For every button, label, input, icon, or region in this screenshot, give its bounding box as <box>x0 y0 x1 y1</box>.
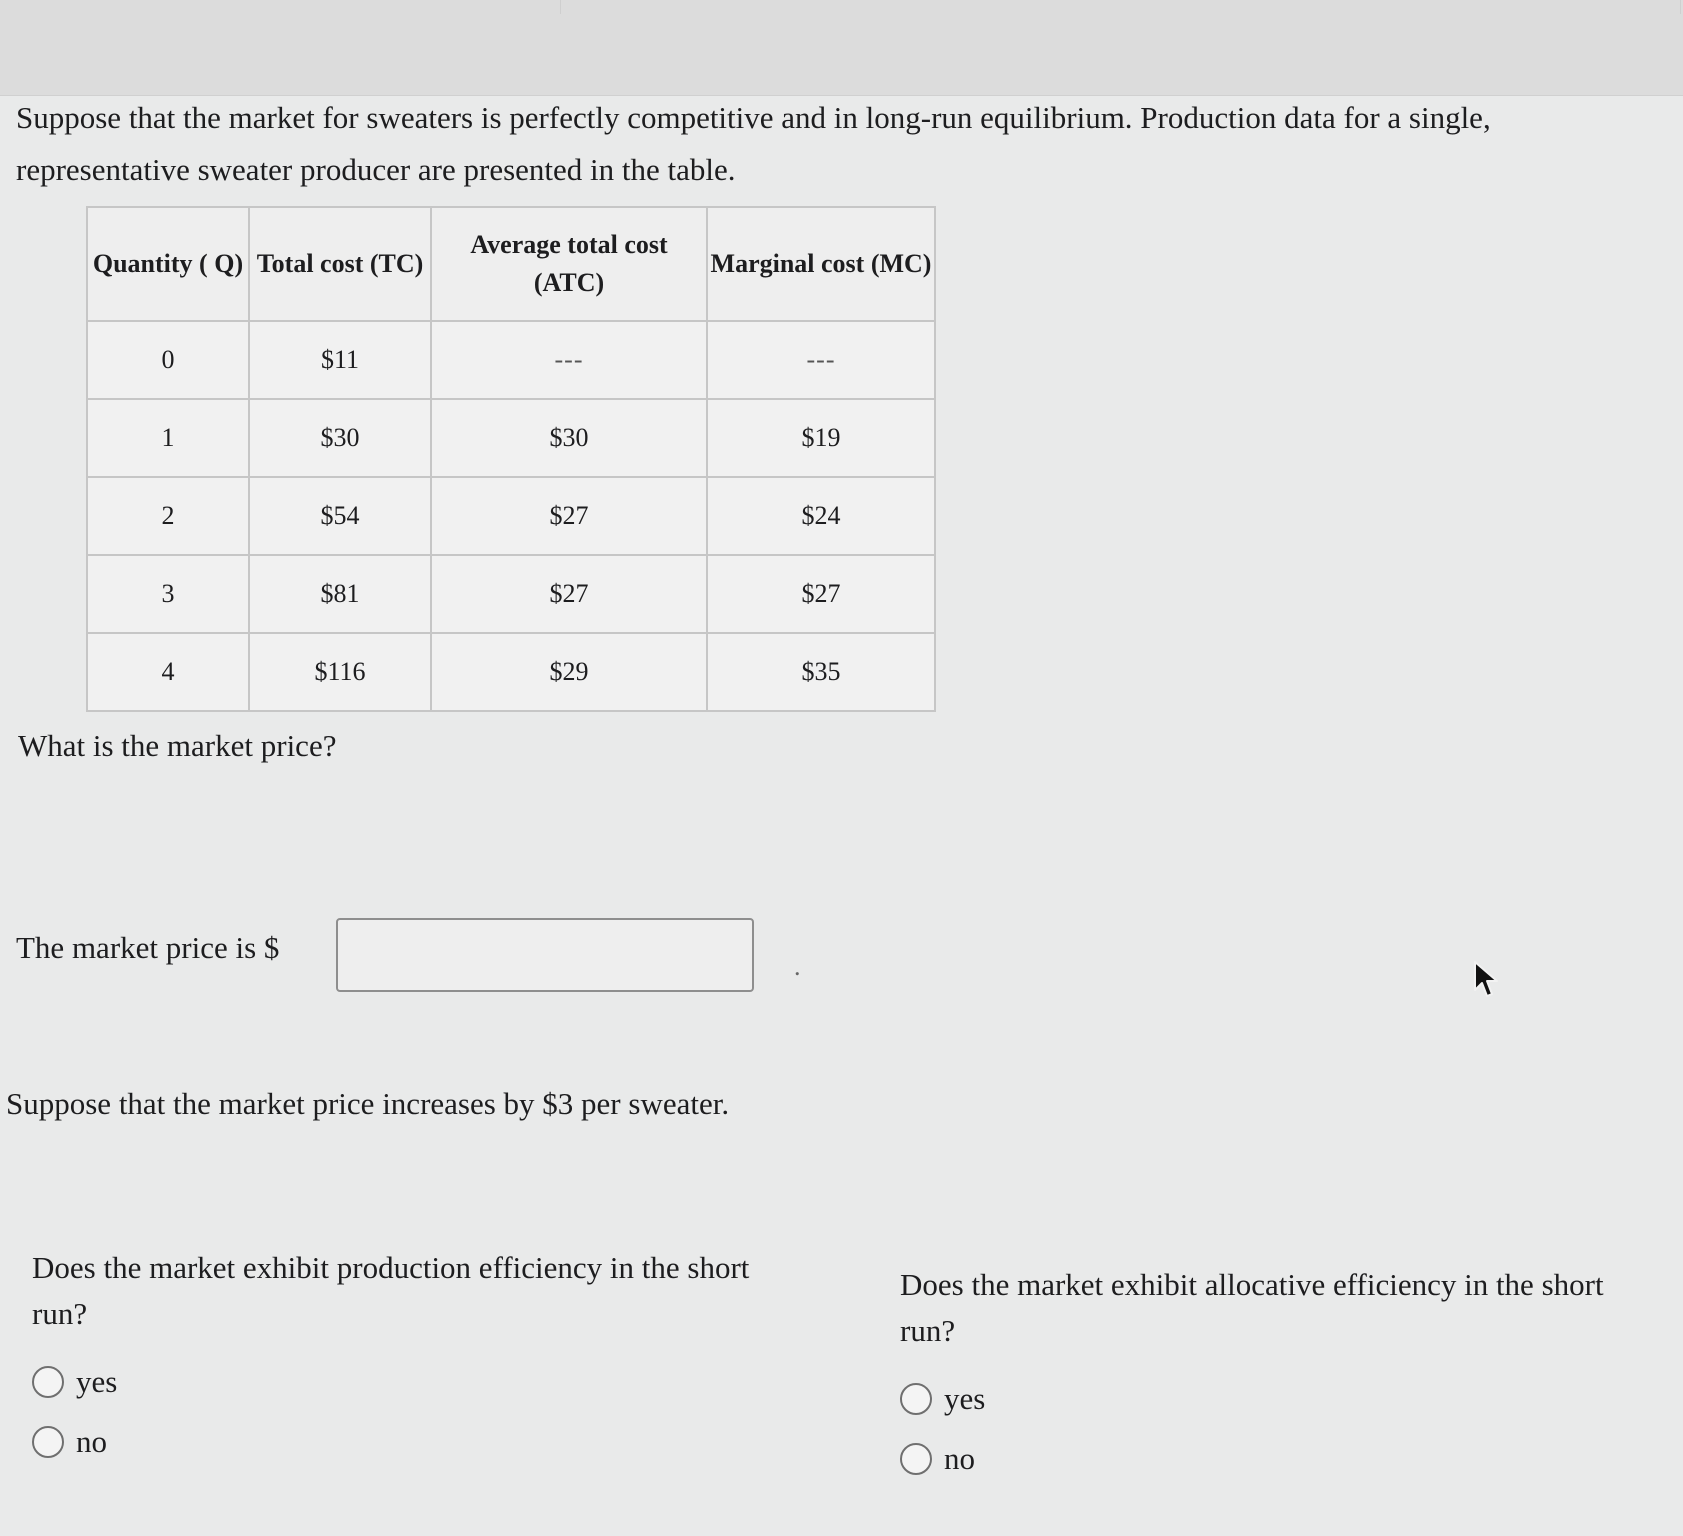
header-average-total-cost: Average total cost (ATC) <box>431 207 707 321</box>
cell-total-cost: $116 <box>249 633 431 711</box>
table-row <box>87 633 935 711</box>
cell-marginal-cost: $24 <box>707 477 935 555</box>
cost-table <box>86 206 936 712</box>
table-row <box>87 477 935 555</box>
market-price-input[interactable] <box>336 918 754 992</box>
production-efficiency-option-yes[interactable] <box>32 1359 752 1405</box>
option-label: yes <box>76 1364 118 1399</box>
radio-button[interactable] <box>32 1426 64 1458</box>
cell-marginal-cost: --- <box>707 321 935 399</box>
production-efficiency-question-block <box>32 1245 752 1465</box>
cell-average-total-cost: $27 <box>431 477 707 555</box>
cell-average-total-cost: $29 <box>431 633 707 711</box>
cell-marginal-cost: $27 <box>707 555 935 633</box>
cell-quantity: 0 <box>87 321 249 399</box>
cell-quantity: 4 <box>87 633 249 711</box>
market-price-question: What is the market price? <box>18 728 337 763</box>
top-band-segment <box>560 0 1681 14</box>
radio-button[interactable] <box>900 1383 932 1415</box>
top-band-segment <box>0 0 561 14</box>
period-mark: . <box>794 952 801 981</box>
cell-quantity: 3 <box>87 555 249 633</box>
header-quantity: Quantity ( Q) <box>87 207 249 321</box>
intro-text: Suppose that the market for sweaters is perfectly competitive and in long-run equilibrium. Production data for a single, representative sweater producer are presented in the table. <box>16 100 1491 187</box>
cell-marginal-cost: $19 <box>707 399 935 477</box>
allocative-efficiency-option-no[interactable] <box>900 1436 1620 1482</box>
table-row <box>87 321 935 399</box>
option-label: no <box>76 1424 107 1459</box>
market-price-label: The market price is $ <box>16 930 280 965</box>
cell-average-total-cost: --- <box>431 321 707 399</box>
top-band <box>0 0 1683 96</box>
allocative-efficiency-question-block <box>900 1262 1620 1482</box>
cell-marginal-cost: $35 <box>707 633 935 711</box>
cell-quantity: 2 <box>87 477 249 555</box>
cell-total-cost: $30 <box>249 399 431 477</box>
price-increase-text: Suppose that the market price increases by $3 per sweater. <box>6 1086 730 1121</box>
table-row <box>87 399 935 477</box>
header-marginal-cost: Marginal cost (MC) <box>707 207 935 321</box>
cell-average-total-cost: $27 <box>431 555 707 633</box>
cell-quantity: 1 <box>87 399 249 477</box>
allocative-efficiency-option-yes[interactable] <box>900 1376 1620 1422</box>
cell-total-cost: $54 <box>249 477 431 555</box>
table-header-row <box>87 207 935 321</box>
mouse-cursor-icon <box>1472 960 1502 1004</box>
allocative-efficiency-question: Does the market exhibit allocative efficiency in the short run? <box>900 1267 1604 1348</box>
radio-button[interactable] <box>32 1366 64 1398</box>
cell-total-cost: $11 <box>249 321 431 399</box>
cost-table-wrapper <box>86 206 936 712</box>
header-total-cost: Total cost (TC) <box>249 207 431 321</box>
cell-total-cost: $81 <box>249 555 431 633</box>
production-efficiency-option-no[interactable] <box>32 1419 752 1465</box>
option-label: no <box>944 1441 975 1476</box>
radio-button[interactable] <box>900 1443 932 1475</box>
table-row <box>87 555 935 633</box>
option-label: yes <box>944 1381 986 1416</box>
cell-average-total-cost: $30 <box>431 399 707 477</box>
production-efficiency-question: Does the market exhibit production efficiency in the short run? <box>32 1250 750 1331</box>
